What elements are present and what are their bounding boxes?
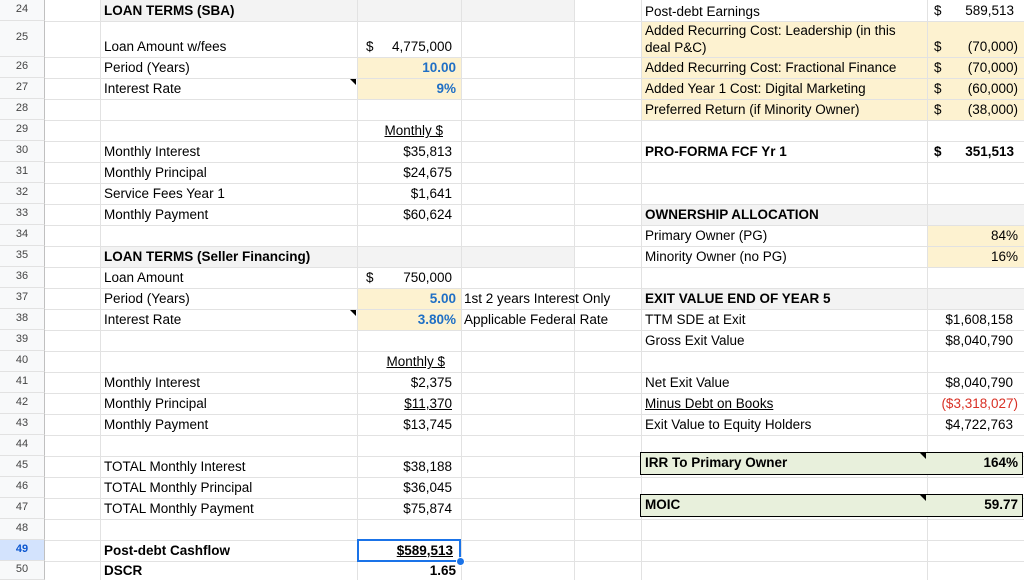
fill-handle[interactable] [456,557,465,566]
period-input[interactable]: 10.00 [422,60,456,75]
monthly-principal-value[interactable]: $24,675 [403,165,452,180]
row-header[interactable]: 44 [0,435,45,456]
comment-indicator-icon[interactable] [350,79,356,85]
row-header-selected[interactable]: 49 [0,540,45,561]
monthly-header: Monthly $ [384,123,443,138]
period-label: Period (Years) [104,60,190,75]
total-payment-label: TOTAL Monthly Payment [104,501,254,516]
gross-exit-label: Gross Exit Value [645,333,745,348]
seller-financing-title: LOAN TERMS (Seller Financing) [104,249,311,264]
monthly-interest-label: Monthly Interest [104,144,201,159]
dscr-value[interactable]: 1.65 [429,563,456,578]
fractional-finance-label: Added Recurring Cost: Fractional Finance [645,60,897,75]
seller-principal-label: Monthly Principal [104,396,207,411]
row-header[interactable]: 29 [0,120,45,141]
seller-rate-note: Applicable Federal Rate [464,312,609,327]
row-header[interactable]: 46 [0,477,45,498]
seller-principal-value[interactable]: $11,370 [404,396,452,411]
net-exit-label: Net Exit Value [645,375,730,390]
seller-interest-label: Monthly Interest [104,375,201,390]
row-header[interactable]: 39 [0,330,45,351]
seller-payment-value[interactable]: $13,745 [403,417,452,432]
total-principal-label: TOTAL Monthly Principal [104,480,253,495]
seller-interest-value[interactable]: $2,375 [410,375,452,390]
row-header[interactable]: 30 [0,141,45,162]
row-header[interactable]: 50 [0,561,45,580]
fractional-finance-cell[interactable]: $ (70,000) [934,60,1018,75]
primary-owner-value[interactable]: 84% [990,228,1018,243]
row-header[interactable]: 25 [0,21,45,57]
leadership-cost-label-2: deal P&C) [645,40,707,55]
row-header[interactable]: 33 [0,204,45,225]
loan-amount-label: Loan Amount w/fees [104,39,227,54]
row-header[interactable]: 35 [0,246,45,267]
moic-value[interactable]: 59.77 [984,497,1018,512]
row-header[interactable]: 43 [0,414,45,435]
monthly-principal-label: Monthly Principal [104,165,207,180]
digital-marketing-label: Added Year 1 Cost: Digital Marketing [645,81,866,96]
ttm-sde-label: TTM SDE at Exit [645,312,746,327]
minus-debt-label: Minus Debt on Books [645,396,774,411]
comment-indicator-icon[interactable] [920,495,926,501]
row-header[interactable]: 38 [0,309,45,330]
loan-amount-cell[interactable]: $ 4,775,000 [366,39,452,54]
row-header[interactable]: 48 [0,519,45,540]
preferred-return-label: Preferred Return (if Minority Owner) [645,102,860,117]
total-interest-label: TOTAL Monthly Interest [104,459,246,474]
row-header[interactable]: 24 [0,0,45,21]
total-payment-value[interactable]: $75,874 [403,501,452,516]
minority-owner-value[interactable]: 16% [990,249,1018,264]
seller-period-input[interactable]: 5.00 [429,291,456,306]
leadership-cost-label-1: Added Recurring Cost: Leadership (in this [645,23,896,38]
row-header[interactable]: 27 [0,78,45,99]
row-header[interactable]: 47 [0,498,45,519]
ttm-sde-value[interactable]: $1,608,158 [945,312,1013,327]
preferred-return-cell[interactable]: $ (38,000) [934,102,1018,117]
row-header[interactable]: 42 [0,393,45,414]
comment-indicator-icon[interactable] [920,453,926,459]
row-header[interactable]: 41 [0,372,45,393]
irr-value[interactable]: 164% [983,455,1018,470]
ownership-allocation-title: OWNERSHIP ALLOCATION [645,207,819,222]
exit-value-title: EXIT VALUE END OF YEAR 5 [645,291,831,306]
post-debt-earnings-cell[interactable]: $ 589,513 [934,3,1014,18]
post-debt-earnings-label: Post-debt Earnings [645,4,760,19]
leadership-cost-cell[interactable]: $ (70,000) [934,39,1018,54]
dscr-label: DSCR [104,563,143,578]
row-header[interactable]: 34 [0,225,45,246]
total-principal-value[interactable]: $36,045 [403,480,452,495]
monthly-payment-label: Monthly Payment [104,207,209,222]
row-header[interactable]: 31 [0,162,45,183]
row-header[interactable]: 37 [0,288,45,309]
row-header[interactable]: 32 [0,183,45,204]
sba-section-title: LOAN TERMS (SBA) [104,3,235,18]
post-debt-cashflow-value[interactable]: $589,513 [396,543,453,558]
seller-period-label: Period (Years) [104,291,190,306]
primary-owner-label: Primary Owner (PG) [645,228,768,243]
service-fees-label: Service Fees Year 1 [104,186,225,201]
irr-label: IRR To Primary Owner [645,455,788,470]
minus-debt-value[interactable]: ($3,318,027) [941,396,1018,411]
seller-loan-label: Loan Amount [104,270,184,285]
row-header[interactable]: 36 [0,267,45,288]
row-header[interactable]: 28 [0,99,45,120]
interest-rate-input[interactable]: 9% [436,81,456,96]
equity-holders-label: Exit Value to Equity Holders [645,417,812,432]
equity-holders-value[interactable]: $4,722,763 [945,417,1013,432]
seller-rate-label: Interest Rate [104,312,182,327]
row-header[interactable]: 45 [0,456,45,477]
post-debt-cashflow-label: Post-debt Cashflow [104,543,231,558]
gross-exit-value[interactable]: $8,040,790 [945,333,1013,348]
minority-owner-label: Minority Owner (no PG) [645,249,787,264]
monthly-interest-value[interactable]: $35,813 [403,144,452,159]
service-fees-value[interactable]: $1,641 [410,186,452,201]
seller-period-note: 1st 2 years Interest Only [464,291,611,306]
row-header[interactable]: 26 [0,57,45,78]
digital-marketing-cell[interactable]: $ (60,000) [934,81,1018,96]
comment-indicator-icon[interactable] [350,310,356,316]
pro-forma-fcf-cell[interactable]: $ 351,513 [934,144,1014,159]
seller-payment-label: Monthly Payment [104,417,209,432]
seller-monthly-header: Monthly $ [386,354,445,369]
seller-loan-cell[interactable]: $ 750,000 [366,270,452,285]
moic-label: MOIC [645,497,681,512]
net-exit-value[interactable]: $8,040,790 [945,375,1013,390]
interest-rate-label: Interest Rate [104,81,182,96]
row-header[interactable]: 40 [0,351,45,372]
monthly-payment-value[interactable]: $60,624 [403,207,452,222]
total-interest-value[interactable]: $38,188 [403,459,452,474]
seller-rate-input[interactable]: 3.80% [417,312,456,327]
pro-forma-fcf-label: PRO-FORMA FCF Yr 1 [645,144,787,159]
